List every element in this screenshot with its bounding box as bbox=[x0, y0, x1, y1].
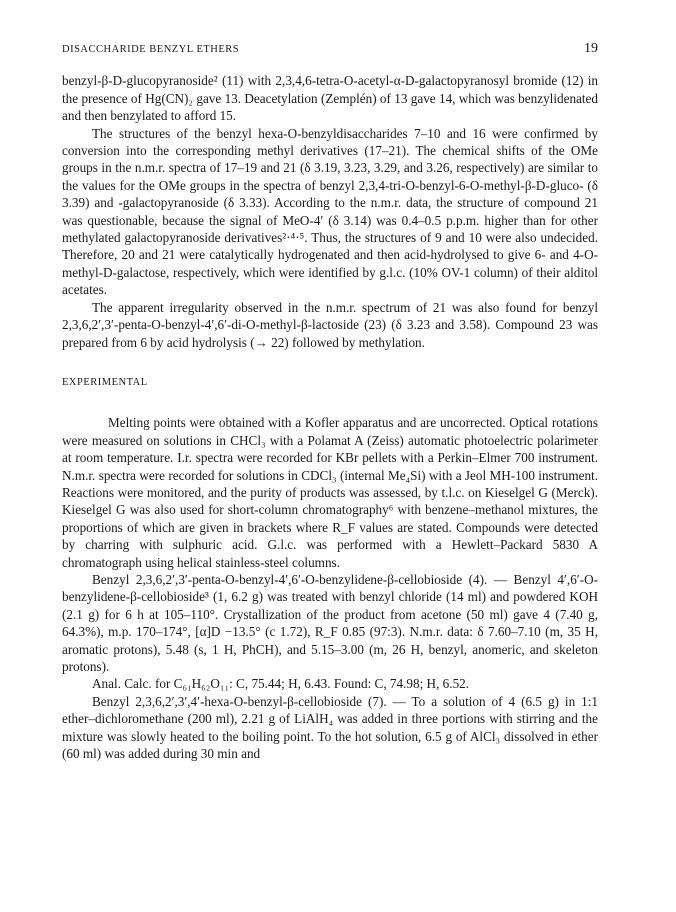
nmr-irregularity-paragraph: The apparent irregularity observed in the n.m.r. spectrum of 21 was also found for benzyl 2,3,6,2′,3′-penta-O-benzyl-4′,6′-di-O-methyl-β-lactoside (23) (δ 3.23 and 3.58). Compound 23 was prepared from 6 by acid hydrolysis (→ 22) followed by methylation. bbox=[62, 299, 598, 350]
running-title: DISACCHARIDE BENZYL ETHERS bbox=[62, 44, 240, 55]
compound-7-paragraph: Benzyl 2,3,6,2′,3′,4′-hexa-O-benzyl-β-cellobioside (7). — To a solution of 4 (6.5 g) in 1:1 ether–dichloromethane (200 ml), 2.21 g of LiAlH₄ was added in three portions with stirring and the mixture was slowly heated to the boiling point. To the hot solution, 6.5 g of AlCl₃ dissolved in ether (60 ml) was added during 30 min and bbox=[62, 693, 598, 762]
general-methods-paragraph: Melting points were obtained with a Kofler apparatus and are uncorrected. Optical rotations were measured on solutions in CHCl₃ with a Polamat A (Zeiss) automatic photoelectric polarimeter at room temperature. I.r. spectra were recorded for KBr pellets with a Perkin–Elmer 700 instrument. N.m.r. spectra were recorded for solutions in CDCl₃ (internal Me₄Si) with a Jeol MH-100 instrument. Reactions were monitored, and the purity of products was assessed, by t.l.c. on Kieselgel G (Merck). Kieselgel G was also used for short-column chromatography⁶ with benzene–methanol mixtures, the proportions of which are given in brackets where R_F values are stated. Compounds were detected by charring with sulphuric acid. G.l.c. was performed with a Hewlett–Packard 5830 A chromatograph using helical stainless-steel columns. bbox=[62, 415, 598, 570]
continued-paragraph: benzyl-β-D-glucopyranoside² (11) with 2,3,4,6-tetra-O-acetyl-α-D-galactopyranosyl bromide (12) in the presence of Hg(CN)₂ gave 13. Deacetylation (Zemplén) of 13 gave 14, which was benzylidenated and then benzylated to afford 15. bbox=[62, 73, 598, 124]
analysis-paragraph: Anal. Calc. for C₆₁H₆₂O₁₁: C, 75.44; H, 6.43. Found: C, 74.98; H, 6.52. bbox=[92, 676, 470, 692]
section-heading-experimental: EXPERIMENTAL bbox=[62, 376, 148, 388]
experimental-section bbox=[62, 414, 598, 762]
compound-4-paragraph: Benzyl 2,3,6,2′,3′-penta-O-benzyl-4′,6′-O-benzylidene-β-cellobioside (4). — Benzyl 4′,6′-O-benzylidene-β-cellobioside³ (1, 6.2 g) was treated with benzyl chloride (14 ml) and powdered KOH (2.1 g) for 6 h at 105–110°. Crystallization of the product from acetone (50 ml) gave 4 (7.40 g, 64.3%), m.p. 170–174°, [α]D −13.5° (c 1.72), R_F 0.85 (97:3). N.m.r. data: δ 7.60–7.10 (m, 35 H, aromatic protons), 5.48 (s, 1 H, PhCH), and 5.15–3.00 (m, 26 H, benzyl, anomeric, and skeleton protons). bbox=[62, 571, 598, 674]
page-number: 19 bbox=[584, 41, 598, 56]
journal-page bbox=[62, 40, 598, 762]
running-head bbox=[62, 40, 598, 58]
structure-confirmation-paragraph: The structures of the benzyl hexa-O-benzyldisaccharides 7–10 and 16 were confirmed by conversion into the corresponding methyl derivatives (17–21). The chemical shifts of the OMe groups in the n.m.r. spectra of 17–19 and 21 (δ 3.19, 3.23, 3.29, and 3.26, respectively) are similar to the values for the OMe groups in the spectra of benzyl 2,3,4-tri-O-benzyl-6-O-methyl-β-D-gluco- (δ 3.39) and -galactopyranoside (δ 3.33). According to the n.m.r. data, the structure of compound 21 was questionable, because the signal of MeO-4′ (δ 3.14) was 0.4–0.5 p.p.m. higher than for other methylated galactopyranoside derivatives²·⁴·⁵. Thus, the structures of 9 and 10 were also undecided. Therefore, 20 and 21 were catalytically hydrogenated and then acid-hydrolysed to give 6- and 4-O-methyl-D-galactose, respectively, which were identified by g.l.c. (10% OV-1 column) of their alditol acetates. bbox=[62, 125, 598, 298]
